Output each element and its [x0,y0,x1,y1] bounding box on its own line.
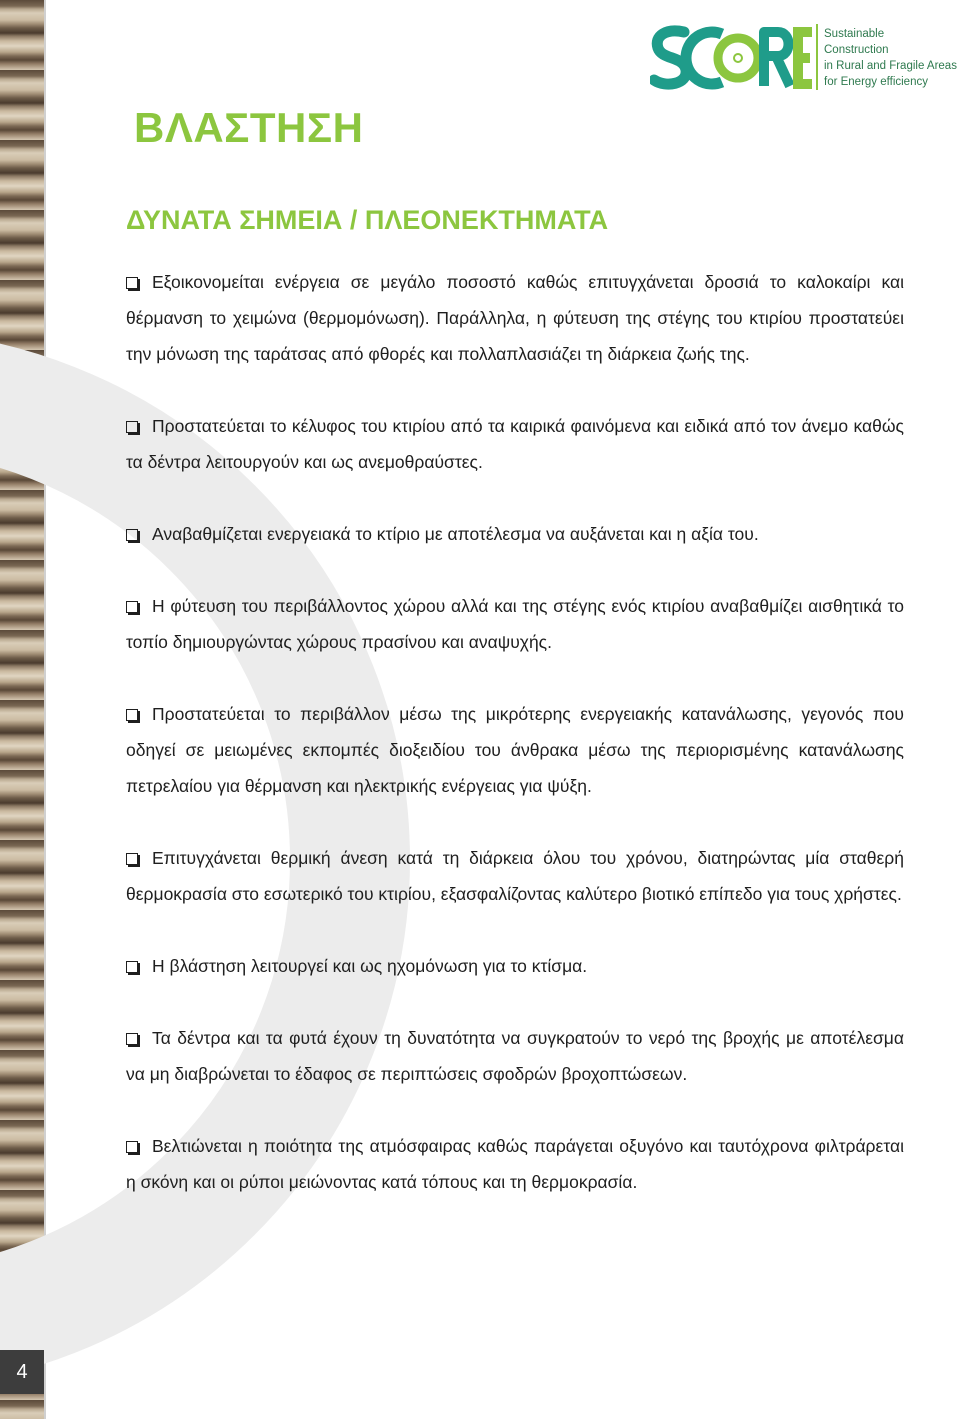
list-item [126,1020,904,1092]
logo-tagline-line: Sustainable [824,28,885,40]
list-item [126,516,904,552]
logo-tagline-line: for Energy efficiency [824,76,928,88]
list-item-text: Αναβαθμίζεται ενεργειακά το κτίριο με αποτέλεσμα να αυξάνεται και η αξία του. [152,524,759,544]
checkbox-bullet-icon [126,853,138,865]
checkbox-bullet-icon [126,1141,138,1153]
list-item [126,588,904,660]
list-item-text: Βελτιώνεται η ποιότητα της ατμόσφαιρας καθώς παράγεται οξυγόνο και ταυτόχρονα φιλτράρεται η σκόνη και οι ρύποι μειώνοντας κατά τόπους και τη θερμοκρασία. [126,1136,904,1192]
list-item-text: Προστατεύεται το κέλυφος του κτιρίου από τα καιρικά φαινόμενα και ειδικά από τον άνεμο καθώς τα δέντρα λειτουργούν και ως ανεμοθραύστες. [126,416,904,472]
page-title: ΒΛΑΣΤΗΣΗ [134,104,364,151]
list-item [126,840,904,912]
list-item [126,696,904,804]
checkbox-bullet-icon [126,277,138,289]
advantages-list [126,264,904,1236]
list-item [126,408,904,480]
list-item-text: Προστατεύεται το περιβάλλον μέσω της μικρότερης ενεργειακής κατανάλωσης, γεγονός που οδηγεί σε μειωμένες εκπομπές διοξειδίου του άνθρακα μέσω της περιορισμένης κατανάλωσης πετρελαίου για θέρμανση και ηλεκτρικής ενέργειας για ψύξη. [126,704,904,796]
list-item-text: Επιτυγχάνεται θερμική άνεση κατά τη διάρκεια όλου του χρόνου, διατηρώντας μία σταθερή θερμοκρασία στο εσωτερικό του κτιρίου, εξασφαλίζοντας καλύτερο βιοτικό επίπεδο για τους χρήστες. [126,848,904,904]
logo-divider [816,24,818,90]
list-item [126,948,904,984]
checkbox-bullet-icon [126,1033,138,1045]
score-logo-mark [650,18,814,98]
score-logo [650,18,957,98]
list-item-text: Εξοικονομείται ενέργεια σε μεγάλο ποσοστό καθώς επιτυγχάνεται δροσιά το καλοκαίρι και θέρμανση το χειμώνα (θερμομόνωση). Παράλληλα, η φύτευση της στέγης του κτιρίου προστατεύει την μόνωση της ταράτσας από φθορές και πολλαπλασιάζει τη διάρκεια ζωής της. [126,272,904,364]
checkbox-bullet-icon [126,529,138,541]
checkbox-bullet-icon [126,709,138,721]
list-item-text: Τα δέντρα και τα φυτά έχουν τη δυνατότητα να συγκρατούν το νερό της βροχής με αποτέλεσμα να μη διαβρώνεται το έδαφος σε περιπτώσεις σφοδρών βροχοπτώσεων. [126,1028,904,1084]
page-number: 4 [0,1350,44,1394]
list-item-text: Η βλάστηση λειτουργεί και ως ηχομόνωση για το κτίσμα. [152,956,588,976]
list-item [126,264,904,372]
section-title: ΔΥΝΑΤΑ ΣΗΜΕΙΑ / ΠΛΕΟΝΕΚΤΗΜΑΤΑ [126,205,609,235]
logo-tagline [824,26,960,90]
list-item [126,1128,904,1200]
logo-tagline-line: in Rural and Fragile Areas [824,60,957,72]
checkbox-bullet-icon [126,961,138,973]
checkbox-bullet-icon [126,421,138,433]
wood-strip-decoration [0,0,46,1419]
checkbox-bullet-icon [126,601,138,613]
list-item-text: Η φύτευση του περιβάλλοντος χώρου αλλά και της στέγης ενός κτιρίου αναβαθμίζει αισθητικά το τοπίο δημιουργώντας χώρους πρασίνου και αναψυχής. [126,596,904,652]
logo-tagline-line: Construction [824,44,889,56]
